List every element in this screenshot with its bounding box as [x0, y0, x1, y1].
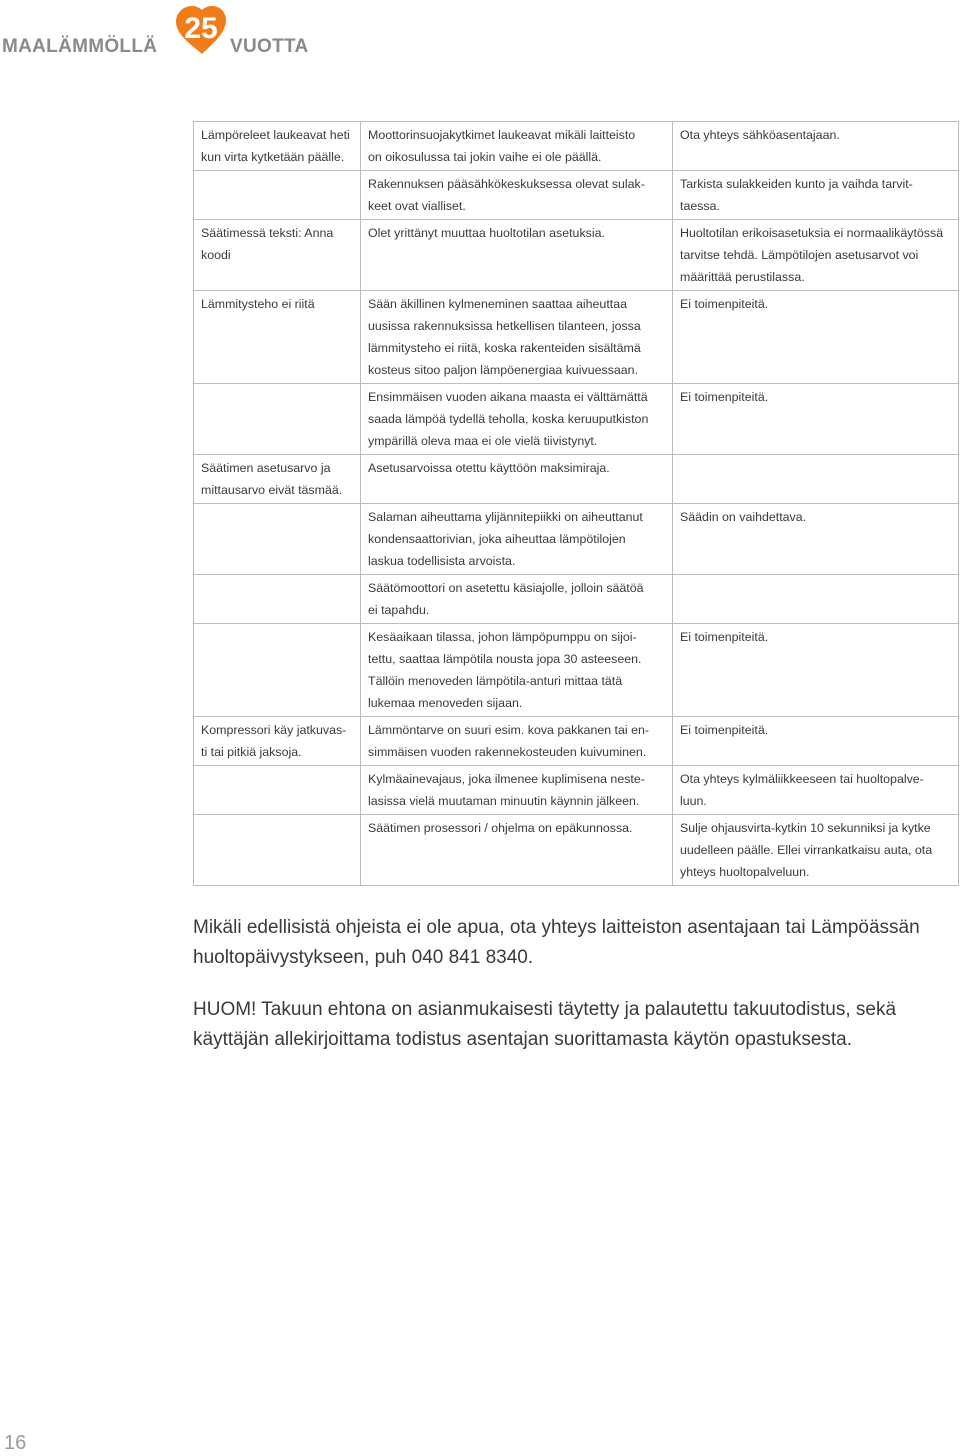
symptom-cell [194, 504, 361, 575]
cause-cell: Asetusarvoissa otettu käyttöön maksimiraja. [361, 455, 673, 504]
action-cell [673, 575, 959, 624]
table-row [194, 504, 959, 575]
contact-paragraph: Mikäli edellisistä ohjeista ei ole apua, ota yhteys laitteiston asentajaan tai Lämpöässän huoltopäivystykseen, puh 040 841 8340. [193, 917, 920, 968]
page-number: 16 [4, 1432, 27, 1454]
symptom-cell [194, 624, 361, 717]
action-cell: Säädin on vaihdettava. [673, 504, 959, 575]
cause-cell: Ensimmäisen vuoden aikana maasta ei välttämättä saada lämpöä tydellä teholla, koska keruuputkiston ympärillä oleva maa ei ole vielä tiivistynyt. [361, 384, 673, 455]
cause-cell: Sään äkillinen kylmeneminen saattaa aiheuttaa uusissa rakennuksissa hetkellisen tilanteen, jossa lämmitysteho ei riitä, koska rakenteiden sisältämä kosteus sitoo paljon lämpöenergiaa kuivuessaan. [361, 291, 673, 384]
cause-cell: Rakennuksen pääsähkökeskuksessa olevat sulak- keet ovat vialliset. [361, 171, 673, 220]
table-row [194, 455, 959, 504]
troubleshooting-table [193, 121, 959, 886]
cause-cell: Säätimen prosessori / ohjelma on epäkunnossa. [361, 815, 673, 886]
table-row [194, 171, 959, 220]
warranty-paragraph: HUOM! Takuun ehtona on asianmukaisesti täytetty ja palautettu takuutodistus, sekä käyttäjän allekirjoittama todistus asentajan suorittamasta käytön opastuksesta. [193, 999, 897, 1050]
symptom-cell: Kompressori käy jatkuvas- ti tai pitkiä jaksoja. [194, 717, 361, 766]
table-row [194, 122, 959, 171]
action-cell: Tarkista sulakkeiden kunto ja vaihda tarvit- taessa. [673, 171, 959, 220]
cause-cell: Moottorinsuojakytkimet laukeavat mikäli laitteisto on oikosulussa tai jokin vaihe ei ole päällä. [361, 122, 673, 171]
symptom-cell: Säätimessä teksti: Anna koodi [194, 220, 361, 291]
symptom-cell [194, 815, 361, 886]
action-cell: Ei toimenpiteitä. [673, 624, 959, 717]
logo-text-right: VUOTTA [230, 36, 309, 57]
table-row [194, 766, 959, 815]
table-row [194, 575, 959, 624]
cause-cell: Lämmöntarve on suuri esim. kova pakkanen tai en- simmäisen vuoden rakennekosteuden kuivuminen. [361, 717, 673, 766]
symptom-cell: Lämpöreleet laukeavat heti kun virta kytketään päälle. [194, 122, 361, 171]
symptom-cell: Säätimen asetusarvo ja mittausarvo eivät täsmää. [194, 455, 361, 504]
cause-cell: Säätömoottori on asetettu käsiajolle, jolloin säätöä ei tapahdu. [361, 575, 673, 624]
action-cell: Huoltotilan erikoisasetuksia ei normaalikäytössä tarvitse tehdä. Lämpötilojen asetusarvot voi määrittää perustilassa. [673, 220, 959, 291]
action-cell: Ei toimenpiteitä. [673, 717, 959, 766]
table-row [194, 717, 959, 766]
action-cell: Ota yhteys sähköasentajaan. [673, 122, 959, 171]
table-row [194, 220, 959, 291]
table-row [194, 384, 959, 455]
action-cell [673, 455, 959, 504]
table-row [194, 815, 959, 886]
action-cell: Sulje ohjausvirta-kytkin 10 sekunniksi ja kytke uudelleen päälle. Ellei virrankatkaisu auta, ota yhteys huoltopalveluun. [673, 815, 959, 886]
logo-text-left: MAALÄMMÖLLÄ [2, 36, 158, 57]
table-row [194, 624, 959, 717]
table-row [194, 291, 959, 384]
action-cell: Ota yhteys kylmäliikkeeseen tai huoltopalve- luun. [673, 766, 959, 815]
cause-cell: Olet yrittänyt muuttaa huoltotilan asetuksia. [361, 220, 673, 291]
cause-cell: Kylmäainevajaus, joka ilmenee kuplimisena neste- lasissa vielä muutaman minuutin käynnin jälkeen. [361, 766, 673, 815]
action-cell: Ei toimenpiteitä. [673, 291, 959, 384]
action-cell: Ei toimenpiteitä. [673, 384, 959, 455]
symptom-cell: Lämmitysteho ei riitä [194, 291, 361, 384]
symptom-cell [194, 384, 361, 455]
company-logo [2, 4, 312, 60]
symptom-cell [194, 171, 361, 220]
logo-years: 25 [184, 12, 218, 45]
cause-cell: Kesäaikaan tilassa, johon lämpöpumppu on sijoi- tettu, saattaa lämpötila nousta jopa 30 asteeseen. Tällöin menoveden lämpötila-anturi mittaa tätä lukemaa menoveden sijaan. [361, 624, 673, 717]
logo-25-heart-icon [172, 4, 230, 56]
cause-cell: Salaman aiheuttama ylijännitepiikki on aiheuttanut kondensaattorivian, joka aiheuttaa lämpötilojen laskua todellisista arvoista. [361, 504, 673, 575]
symptom-cell [194, 766, 361, 815]
symptom-cell [194, 575, 361, 624]
